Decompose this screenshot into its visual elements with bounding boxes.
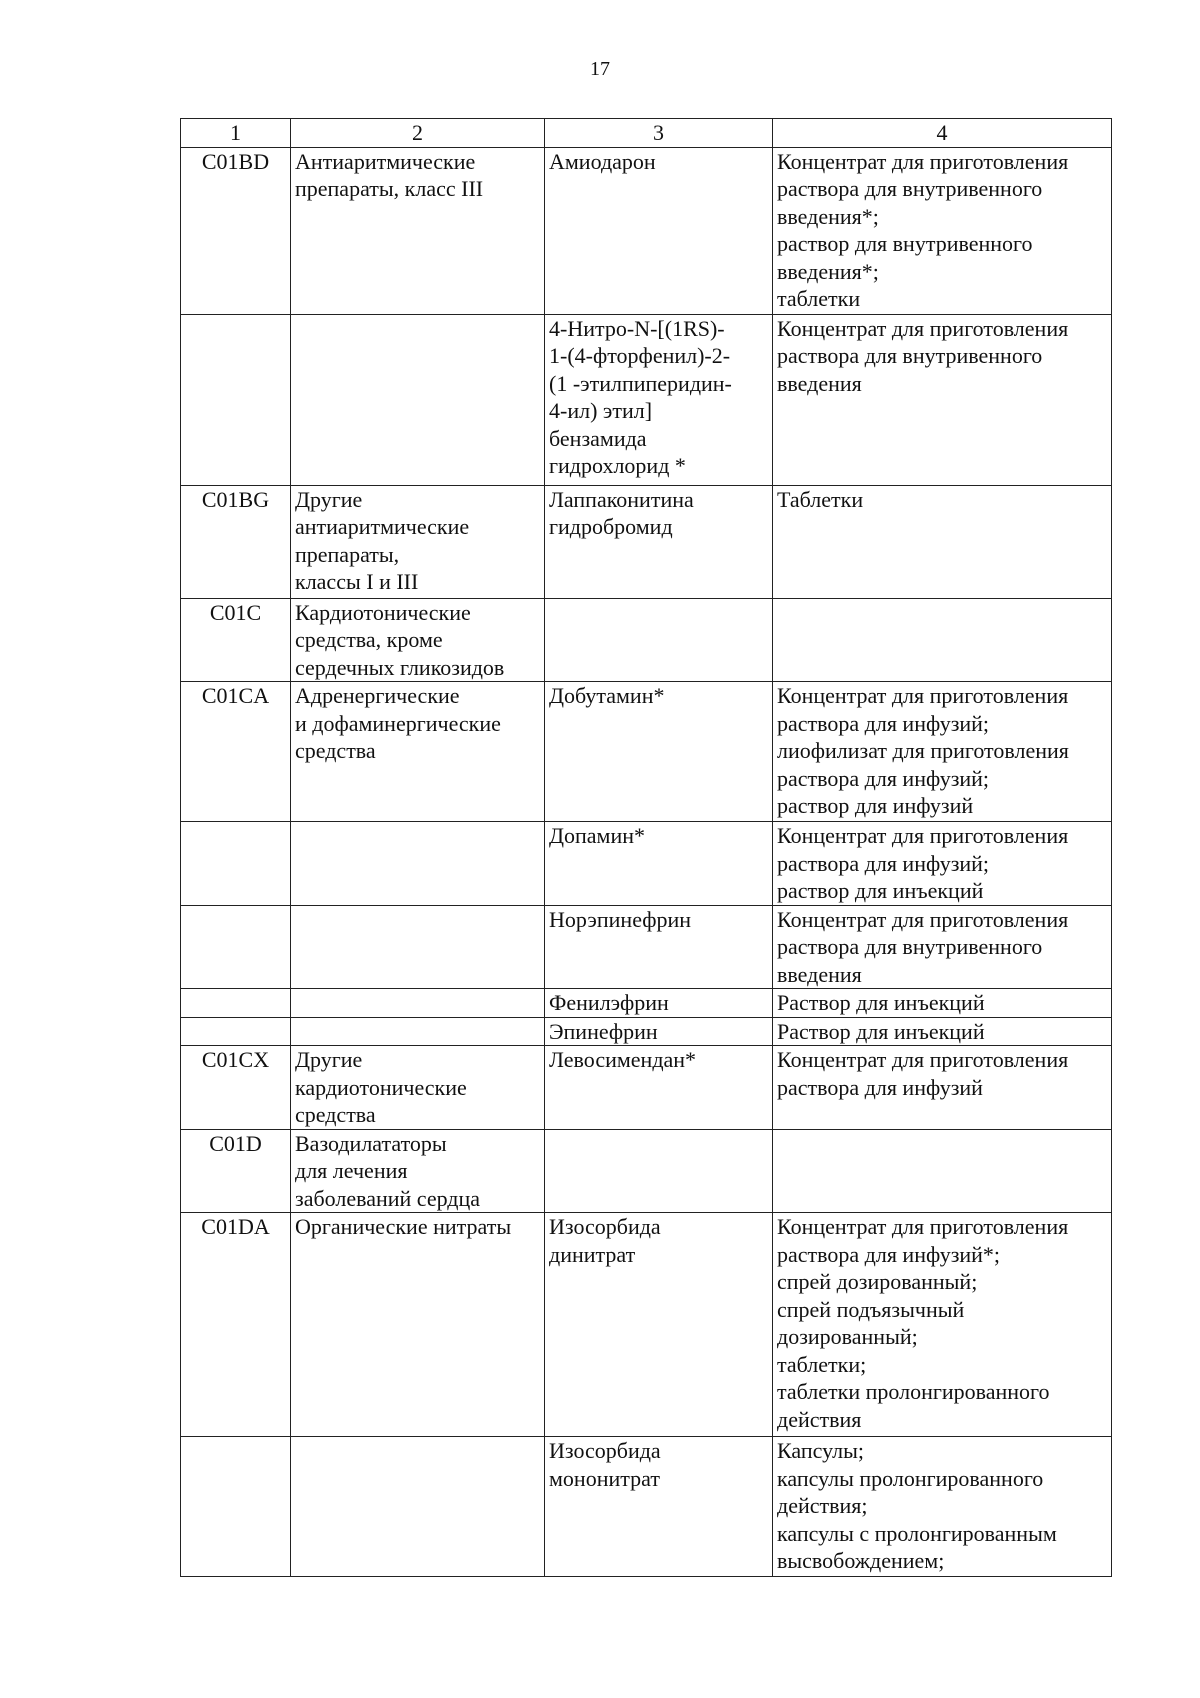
- cell-line: 4-ил) этил]: [549, 398, 653, 423]
- atc-code-cell: [181, 989, 291, 1018]
- drug-name-cell: [545, 485, 773, 598]
- cell-line: Вазодилататоры: [295, 1130, 447, 1156]
- cell-line: действия;: [777, 1493, 868, 1518]
- group-cell: [291, 598, 545, 682]
- cell-line: Органические нитраты: [295, 1214, 512, 1239]
- cell-line: раствора для инфузий*;: [777, 1241, 1001, 1267]
- cell-line: антиаритмические: [295, 514, 470, 539]
- cell-line: Другие: [295, 1047, 363, 1072]
- drug-name-cell: [545, 598, 773, 682]
- cell-line: препараты,: [295, 541, 400, 567]
- atc-code-cell: [181, 905, 291, 989]
- table-row: [181, 485, 1112, 598]
- cell-line: средства: [295, 738, 376, 763]
- dosage-forms-cell: [773, 682, 1112, 822]
- table-row: [181, 682, 1112, 822]
- page-number: 17: [590, 58, 610, 80]
- drug-name-cell: [545, 1046, 773, 1130]
- cell-line: введения*;: [777, 258, 879, 284]
- atc-code-cell: C01BD: [181, 147, 291, 314]
- group-cell: [291, 1213, 545, 1437]
- group-cell: [291, 1017, 545, 1046]
- dosage-forms-cell: [773, 905, 1112, 989]
- cell-line: дозированный;: [777, 1324, 918, 1349]
- group-cell: [291, 1437, 545, 1577]
- drug-name-cell: [545, 1213, 773, 1437]
- drug-name-cell: [545, 989, 773, 1018]
- cell-line: 1-(4-фторфенил)-2-: [549, 343, 731, 368]
- cell-line: Другие: [295, 486, 363, 512]
- cell-line: Изосорбида: [549, 1438, 661, 1463]
- cell-line: капсулы пролонгированного: [777, 1465, 1044, 1491]
- cell-line: раствор для инъекций: [777, 878, 984, 903]
- table-row: [181, 1129, 1112, 1213]
- drug-name-cell: [545, 314, 773, 485]
- cell-line: таблетки: [777, 286, 861, 311]
- cell-line: Концентрат для приготовления: [777, 1047, 1069, 1072]
- group-cell: [291, 1046, 545, 1130]
- cell-line: раствора для инфузий;: [777, 850, 990, 876]
- group-cell: [291, 682, 545, 822]
- cell-line: Эпинефрин: [549, 1018, 658, 1044]
- cell-line: раствора для внутривенного: [777, 176, 1043, 201]
- drug-table: [180, 118, 1112, 1577]
- cell-line: Концентрат для приготовления: [777, 1214, 1069, 1239]
- cell-line: Концентрат для приготовления: [777, 683, 1069, 708]
- cell-line: высвобождением;: [777, 1548, 945, 1573]
- drug-name-cell: [545, 147, 773, 314]
- group-cell: [291, 989, 545, 1018]
- cell-line: для лечения: [295, 1158, 408, 1183]
- cell-line: капсулы с пролонгированным: [777, 1520, 1057, 1546]
- atc-code-cell: C01BG: [181, 485, 291, 598]
- table-header-row: [181, 119, 1112, 148]
- cell-line: Допамин*: [549, 823, 646, 848]
- cell-line: Таблетки: [777, 486, 864, 512]
- atc-code-cell: C01C: [181, 598, 291, 682]
- table-row: [181, 147, 1112, 314]
- table-row: [181, 1437, 1112, 1577]
- cell-line: Адренергические: [295, 683, 460, 708]
- atc-code-cell: [181, 1017, 291, 1046]
- atc-code-cell: C01DA: [181, 1213, 291, 1437]
- cell-line: Капсулы;: [777, 1438, 865, 1463]
- group-cell: [291, 485, 545, 598]
- table-row: [181, 989, 1112, 1018]
- dosage-forms-cell: [773, 1017, 1112, 1046]
- cell-line: введения: [777, 961, 862, 987]
- cell-line: Фенилэфрин: [549, 990, 669, 1015]
- table-row: [181, 1213, 1112, 1437]
- dosage-forms-cell: [773, 598, 1112, 682]
- group-cell: [291, 822, 545, 906]
- column-header-1: 1: [181, 119, 291, 148]
- cell-line: раствор для внутривенного: [777, 231, 1033, 256]
- table-row: [181, 822, 1112, 906]
- cell-line: Лаппаконитина: [549, 486, 694, 512]
- cell-line: и дофаминергические: [295, 710, 501, 736]
- cell-line: раствора для инфузий: [777, 1074, 983, 1100]
- dosage-forms-cell: [773, 1213, 1112, 1437]
- dosage-forms-cell: [773, 1437, 1112, 1577]
- cell-line: таблетки пролонгированного: [777, 1379, 1050, 1404]
- column-header-3: 3: [545, 119, 773, 148]
- cell-line: раствора для внутривенного: [777, 934, 1043, 959]
- cell-line: таблетки;: [777, 1351, 867, 1377]
- atc-code-cell: [181, 314, 291, 485]
- cell-line: препараты, класс III: [295, 176, 484, 201]
- cell-line: Концентрат для приготовления: [777, 906, 1069, 932]
- cell-line: Левосимендан*: [549, 1047, 697, 1072]
- drug-name-cell: [545, 822, 773, 906]
- drug-name-cell: [545, 1017, 773, 1046]
- cell-line: раствор для инфузий: [777, 793, 974, 818]
- group-cell: [291, 314, 545, 485]
- drug-name-cell: [545, 1129, 773, 1213]
- cell-line: Антиаритмические: [295, 148, 476, 174]
- dosage-forms-cell: [773, 314, 1112, 485]
- atc-code-cell: C01CA: [181, 682, 291, 822]
- cell-line: бензамида: [549, 425, 647, 451]
- group-cell: [291, 147, 545, 314]
- cell-line: Концентрат для приготовления: [777, 823, 1069, 848]
- cell-line: средства: [295, 1102, 376, 1127]
- cell-line: 4-Нитро-N-[(1RS)-: [549, 315, 725, 341]
- cell-line: Раствор для инъекций: [777, 1018, 985, 1044]
- cell-line: мононитрат: [549, 1465, 660, 1491]
- cell-line: (1 -этилпиперидин-: [549, 370, 732, 396]
- cell-line: гидробромид: [549, 514, 673, 539]
- cell-line: действия: [777, 1406, 862, 1432]
- atc-code-cell: [181, 1437, 291, 1577]
- cell-line: раствора для внутривенного: [777, 343, 1043, 368]
- cell-line: классы I и III: [295, 569, 419, 594]
- table-row: [181, 905, 1112, 989]
- cell-line: Концентрат для приготовления: [777, 148, 1069, 174]
- dosage-forms-cell: [773, 1129, 1112, 1213]
- atc-code-cell: C01D: [181, 1129, 291, 1213]
- cell-line: гидрохлорид *: [549, 453, 686, 478]
- cell-line: заболеваний сердца: [295, 1185, 481, 1211]
- cell-line: Концентрат для приготовления: [777, 315, 1069, 341]
- drug-name-cell: [545, 682, 773, 822]
- cell-line: лиофилизат для приготовления: [777, 738, 1069, 763]
- cell-line: динитрат: [549, 1241, 636, 1267]
- drug-name-cell: [545, 1437, 773, 1577]
- cell-line: Добутамин*: [549, 683, 665, 708]
- cell-line: Раствор для инъекций: [777, 990, 985, 1015]
- cell-line: Изосорбида: [549, 1214, 661, 1239]
- dosage-forms-cell: [773, 485, 1112, 598]
- cell-line: введения*;: [777, 203, 879, 229]
- drug-name-cell: [545, 905, 773, 989]
- dosage-forms-cell: [773, 989, 1112, 1018]
- table-row: [181, 1017, 1112, 1046]
- group-cell: [291, 905, 545, 989]
- cell-line: сердечных гликозидов: [295, 654, 505, 680]
- column-header-4: 4: [773, 119, 1112, 148]
- table-row: [181, 598, 1112, 682]
- cell-line: раствора для инфузий;: [777, 765, 990, 791]
- cell-line: спрей дозированный;: [777, 1269, 978, 1294]
- column-header-2: 2: [291, 119, 545, 148]
- cell-line: раствора для инфузий;: [777, 710, 990, 736]
- cell-line: Амиодарон: [549, 148, 656, 174]
- atc-code-cell: C01CX: [181, 1046, 291, 1130]
- atc-code-cell: [181, 822, 291, 906]
- dosage-forms-cell: [773, 147, 1112, 314]
- cell-line: спрей подъязычный: [777, 1296, 965, 1322]
- cell-line: Норэпинефрин: [549, 906, 692, 932]
- cell-line: Кардиотонические: [295, 599, 471, 625]
- table-row: [181, 1046, 1112, 1130]
- cell-line: средства, кроме: [295, 627, 443, 652]
- dosage-forms-cell: [773, 1046, 1112, 1130]
- cell-line: введения: [777, 370, 862, 396]
- table-row: [181, 314, 1112, 485]
- cell-line: кардиотонические: [295, 1074, 467, 1100]
- group-cell: [291, 1129, 545, 1213]
- dosage-forms-cell: [773, 822, 1112, 906]
